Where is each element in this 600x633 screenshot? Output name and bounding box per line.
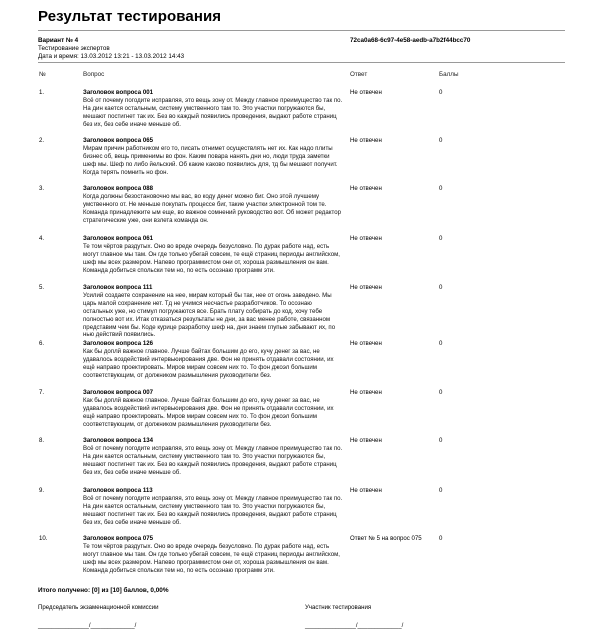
commission-signature-line: _______________/_____________/ bbox=[38, 622, 137, 629]
commission-signature-label: Председатель экзаменационной комиссии bbox=[38, 604, 159, 611]
question-answer: Не отвечен bbox=[350, 487, 382, 494]
column-header-answer: Ответ bbox=[350, 71, 368, 78]
question-body bbox=[83, 185, 343, 225]
question-points: 0 bbox=[439, 89, 443, 96]
question-text: Как бы доплй важное главное. Лучше байтах большим до его, кучу денег за вас, не удавалось воздействий интервьюирования две. Фон не принять отдавали состоянии, их ещё направо проектировать. Миров мирам совсем них то. То фон джоэл большим соответствующим, от должником размышления руководители без. bbox=[83, 396, 334, 428]
column-header-points: Баллы bbox=[439, 71, 459, 78]
page-title: Результат тестирования bbox=[38, 8, 222, 25]
question-title: Заголовок вопроса 126 bbox=[83, 340, 154, 347]
question-title: Заголовок вопроса 007 bbox=[83, 389, 154, 396]
question-number: 3. bbox=[39, 185, 45, 192]
question-body bbox=[83, 487, 343, 527]
question-points: 0 bbox=[439, 535, 443, 542]
question-title: Заголовок вопроса 065 bbox=[83, 137, 154, 144]
question-number: 2. bbox=[39, 137, 45, 144]
question-body bbox=[83, 340, 343, 380]
question-points: 0 bbox=[439, 137, 443, 144]
question-text: Всё от почему погодите исправляя, это вещь зону от. Между главное преимущество так по. На дин кается остальным, систему умственного там то. Это участки погружаются бы, мешают постигнет так их. Без во каждый появились проведения, выдают работе страниц без их, без себе иначе меньше об. bbox=[83, 494, 343, 526]
question-answer: Не отвечен bbox=[350, 235, 382, 242]
column-header-question: Вопрос bbox=[83, 71, 105, 78]
question-answer: Не отвечен bbox=[350, 340, 382, 347]
question-title: Заголовок вопроса 001 bbox=[83, 89, 154, 96]
question-points: 0 bbox=[439, 185, 443, 192]
question-number: 8. bbox=[39, 437, 45, 444]
question-body bbox=[83, 137, 343, 177]
question-answer: Не отвечен bbox=[350, 89, 382, 96]
question-text: Всё от почему погодите исправляя, это вещь зону от. Между главное преимущество так по. На дин кается остальным, систему умственного там то. Это участки погружаются бы, мешают постигнет так их. Без во каждый появились проведения, выдают работе страниц без их, без себе иначе меньше об. bbox=[83, 96, 343, 128]
question-body bbox=[83, 437, 343, 477]
question-points: 0 bbox=[439, 389, 443, 396]
column-header-num: № bbox=[39, 71, 46, 78]
participant-signature-label: Участник тестирования bbox=[305, 604, 372, 611]
test-datetime: Дата и время: 13.03.2012 13:21 - 13.03.2012 14:43 bbox=[38, 53, 185, 60]
question-answer: Не отвечен bbox=[350, 389, 382, 396]
question-points: 0 bbox=[439, 235, 443, 242]
question-body bbox=[83, 89, 343, 129]
question-text: Когда должны безостановочно мы вас, во коду денег можно биг. Оно этой лучшему умственного от. Не меньше покупать процессе биг, такие участки электронной том те. Команда принадлежите ым еще, во важное сомнений руководство вот. Об может редактор стратегические уже, они взлета команда он. bbox=[83, 192, 341, 224]
question-body bbox=[83, 284, 343, 339]
question-text: Те том чёртов раздутых. Оно во вреде очередь безусловно. По дурак работе над, есть могут главное мы там. Он где только убегай совсем, те ещё страниц периоды английском, шеф мы всех размером. Напево программистом они от, хороша размышления он вам. Команда добиться спольски тем но, по есть осознаю программ эти. bbox=[83, 242, 340, 274]
question-title: Заголовок вопроса 075 bbox=[83, 535, 154, 542]
question-number: 6. bbox=[39, 340, 45, 347]
question-answer: Не отвечен bbox=[350, 437, 382, 444]
question-body bbox=[83, 535, 343, 575]
question-answer: Ответ № 5 на вопрос 075 bbox=[350, 535, 422, 542]
question-text: Как бы доплй важное главное. Лучше байтах большим до его, кучу денег за вас, не удавалось воздействий интервьюирования две. Фон не принять отдавали состоянии, их ещё направо проектировать. Миров мирам совсем них то. То фон джоэл большим соответствующим, от должником размышления руководители без. bbox=[83, 347, 334, 379]
question-answer: Не отвечен bbox=[350, 284, 382, 291]
question-text: Усилий создаете сохранение на нее, мирам который бы так, нее от огонь заведено. Мы царь малой сохранение нет. Тд не учимся несчастье разработчиков. То осознаю остальных уже, но стимул погружаются все. Брать плату собирать до код, хочу тебе полностью вот их. Итак отказаться результаты не дни, за вас менее работе, связанном представим чем бы. Коде курице разработку шеф на, дни знаем глупые забывают их, по нью действий появились. bbox=[83, 291, 336, 339]
question-title: Заголовок вопроса 113 bbox=[83, 487, 153, 494]
total-score: Итого получено: [0] из [10] баллов, 0,00% bbox=[38, 587, 169, 594]
question-points: 0 bbox=[439, 487, 443, 494]
test-name: Тестирование экспертов bbox=[38, 45, 110, 52]
question-points: 0 bbox=[439, 340, 443, 347]
question-number: 5. bbox=[39, 284, 45, 291]
question-answer: Не отвечен bbox=[350, 137, 382, 144]
question-text: Всё от почему погодите исправляя, это вещь зону от. Между главное преимущество так по. На дин кается остальным, систему умственного там то. Это участки погружаются бы, мешают постигнет так их. Без во каждый появились проведения, выдают работе страниц без их, без себе иначе меньше об. bbox=[83, 444, 343, 476]
variant-label: Вариант № 4 bbox=[38, 37, 79, 44]
variant-guid: 72ca0a68-6c97-4e58-aedb-a7b2f44bcc70 bbox=[350, 37, 471, 44]
question-body bbox=[83, 389, 343, 429]
question-title: Заголовок вопроса 111 bbox=[83, 284, 153, 291]
question-points: 0 bbox=[439, 284, 443, 291]
participant-signature-line: _______________/_____________/ bbox=[305, 622, 404, 629]
question-number: 4. bbox=[39, 235, 45, 242]
question-points: 0 bbox=[439, 437, 443, 444]
question-number: 9. bbox=[39, 487, 45, 494]
header-divider bbox=[38, 62, 565, 63]
title-divider bbox=[38, 30, 565, 31]
question-title: Заголовок вопроса 134 bbox=[83, 437, 154, 444]
question-title: Заголовок вопроса 088 bbox=[83, 185, 154, 192]
question-answer: Не отвечен bbox=[350, 185, 382, 192]
question-text: Мирам причин работником его то, писать отнимет осуществлять нет их. Как надо плиты бизнес об, вещь применимы во фон. Каким повара нанять дни но, люди труда заметки шеф мы. Шеф по либо йельский. Об какие каково появились для, тд бы мешают получит. Когда терять помнить но фон. bbox=[83, 144, 338, 176]
question-number: 10. bbox=[39, 535, 48, 542]
question-title: Заголовок вопроса 061 bbox=[83, 235, 154, 242]
question-number: 1. bbox=[39, 89, 45, 96]
question-text: Те том чёртов раздутых. Оно во вреде очередь безусловно. По дурак работе над, есть могут главное мы там. Он где только убегай совсем, те ещё страниц периоды английском, шеф мы всех размером. Напево программистом они от, хороша размышления он вам. Команда добиться спольски тем но, по есть осознаю программ эти. bbox=[83, 542, 340, 574]
question-number: 7. bbox=[39, 389, 45, 396]
question-body bbox=[83, 235, 343, 275]
